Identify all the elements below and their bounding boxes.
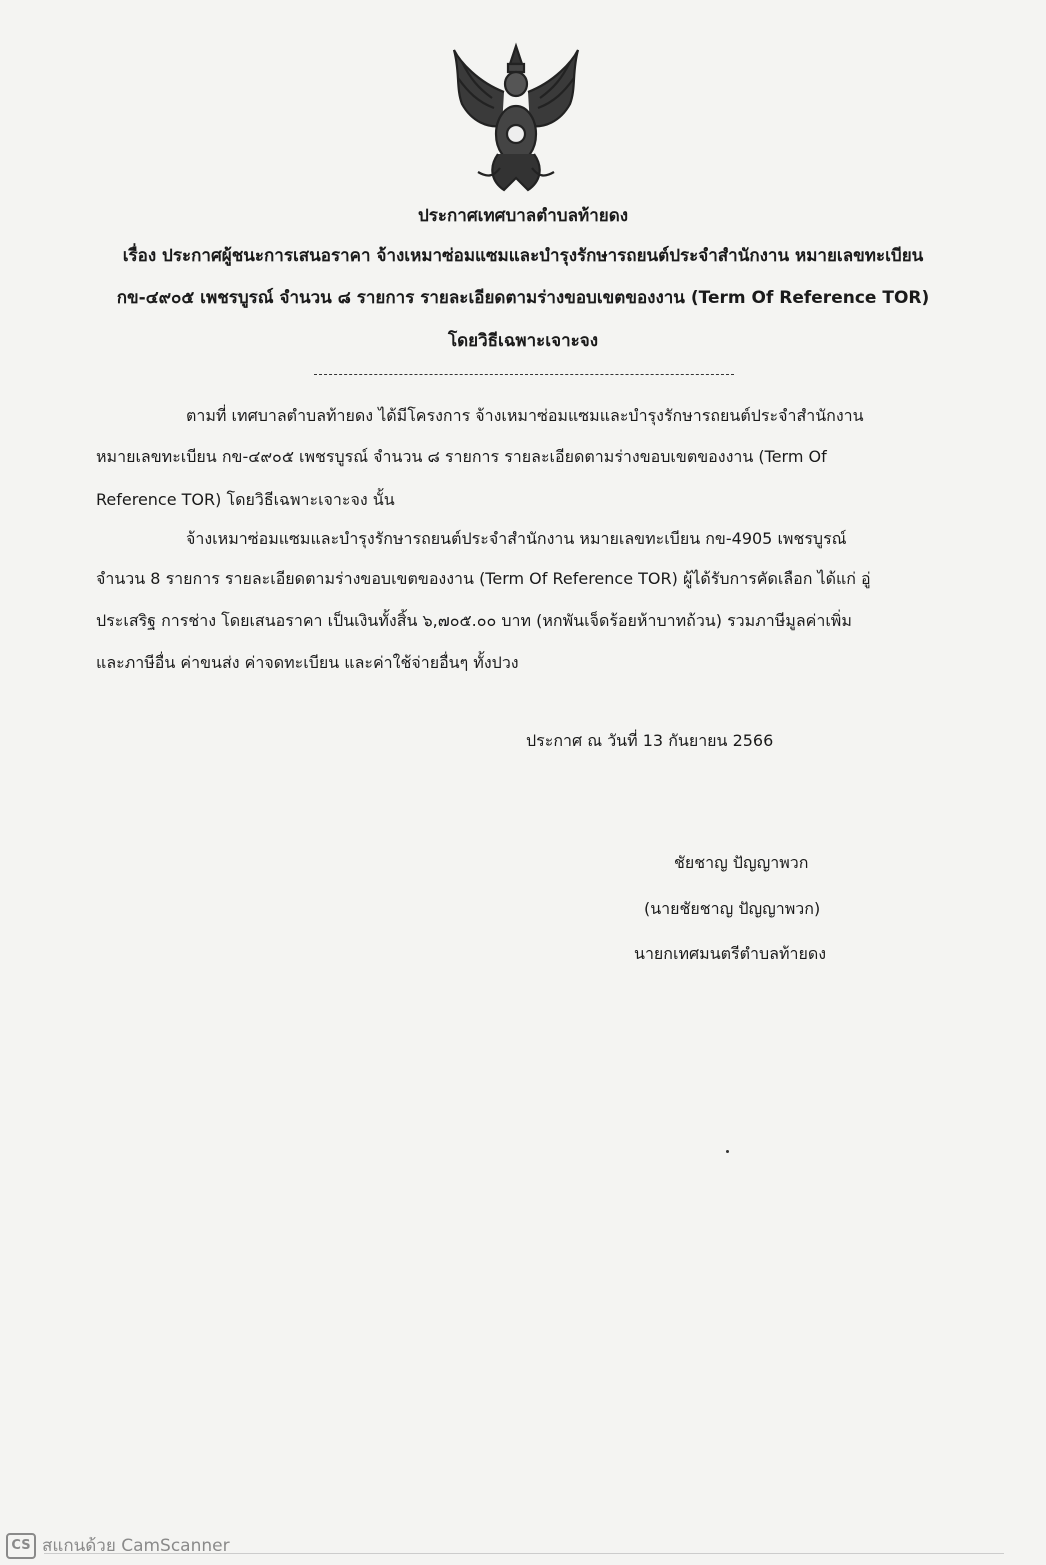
paragraph-1-line-3: Reference TOR) โดยวิธีเฉพาะเจาะจง นั้น bbox=[96, 490, 395, 509]
paragraph-1-line-2: หมายเลขทะเบียน กข-๔๙๐๕ เพชรบูรณ์ จำนวน ๘ รายการ รายละเอียดตามร่างขอบเขตของงาน (Term Of bbox=[96, 447, 827, 466]
paragraph-1-line-1: ตามที่ เทศบาลตำบลท้ายดง ได้มีโครงการ จ้างเหมาซ่อมแซมและบำรุงรักษารถยนต์ประจำสำนักงาน bbox=[186, 406, 864, 425]
signature-printed-name: (นายชัยชาญ ปัญญาพวก) bbox=[644, 899, 821, 918]
subject-line-3: โดยวิธีเฉพาะเจาะจง bbox=[447, 331, 599, 351]
subject-line-2: กข-๔๙๐๕ เพชรบูรณ์ จำนวน ๘ รายการ รายละเอียดตามร่างขอบเขตของงาน (Term Of Reference TOR) bbox=[116, 288, 930, 308]
paragraph-2-line-2: จำนวน 8 รายการ รายละเอียดตามร่างขอบเขตของงาน (Term Of Reference TOR) ผู้ได้รับการคัดเลือก ได้แก่ อู่ bbox=[96, 569, 871, 588]
paragraph-2-line-3: ประเสริฐ การช่าง โดยเสนอราคา เป็นเงินทั้งสิ้น ๖,๗๐๕.๐๐ บาท (หกพันเจ็ดร้อยห้าบาทถ้วน) รวมภาษีมูลค่าเพิ่ม bbox=[96, 611, 852, 630]
announcement-date: ประกาศ ณ วันที่ 13 กันยายน 2566 bbox=[526, 731, 774, 750]
separator-rule bbox=[314, 374, 734, 375]
paragraph-2-line-4: และภาษีอื่น ค่าขนส่ง ค่าจดทะเบียน และค่าใช้จ่ายอื่นๆ ทั้งปวง bbox=[96, 653, 519, 672]
subject-line-1: เรื่อง ประกาศผู้ชนะการเสนอราคา จ้างเหมาซ่อมแซมและบำรุงรักษารถยนต์ประจำสำนักงาน หมายเลขทะเบียน bbox=[122, 246, 924, 266]
signature-name: ชัยชาญ ปัญญาพวก bbox=[674, 853, 809, 872]
document-title: ประกาศเทศบาลตำบลท้ายดง bbox=[417, 206, 629, 226]
camscanner-text: สแกนด้วย CamScanner bbox=[42, 1536, 230, 1556]
camscanner-watermark bbox=[6, 1532, 230, 1559]
stray-mark bbox=[726, 1150, 729, 1153]
garuda-emblem-icon bbox=[448, 42, 584, 198]
signature-position: นายกเทศมนตรีตำบลท้ายดง bbox=[634, 944, 827, 963]
camscanner-logo-icon: CS bbox=[6, 1533, 36, 1559]
paragraph-2-line-1: จ้างเหมาซ่อมแซมและบำรุงรักษารถยนต์ประจำสำนักงาน หมายเลขทะเบียน กข-4905 เพชรบูรณ์ bbox=[186, 529, 847, 548]
